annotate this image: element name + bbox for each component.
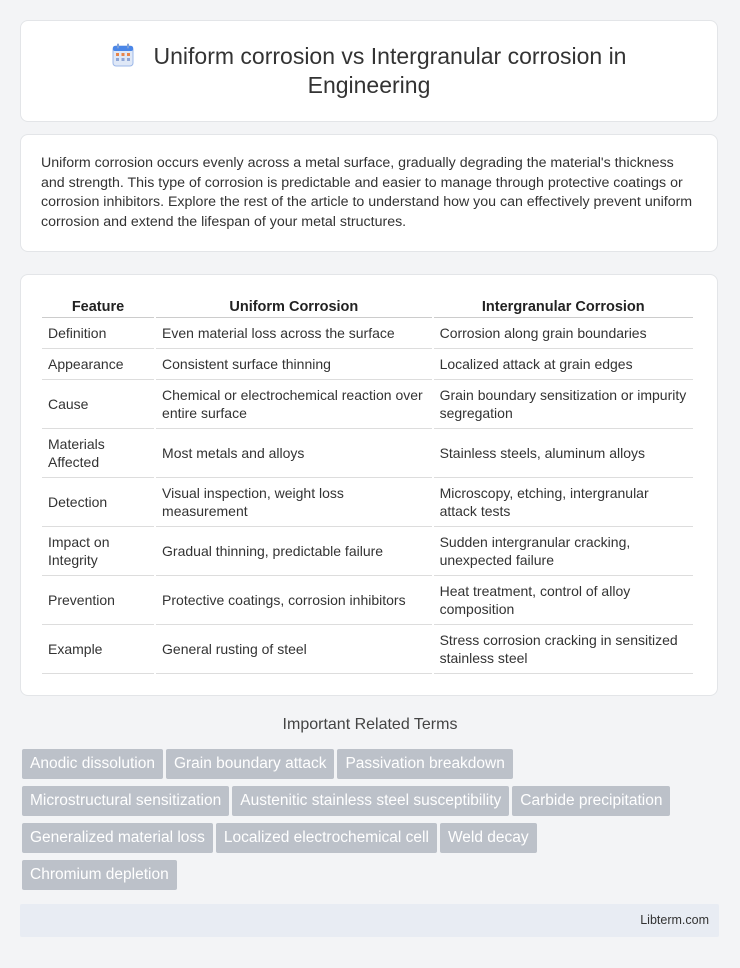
intro-card <box>20 134 718 252</box>
cell-intergranular: Localized attack at grain edges <box>434 349 693 380</box>
table-row <box>42 429 693 478</box>
cell-feature: Appearance <box>42 349 154 380</box>
cell-intergranular: Stress corrosion cracking in sensitized stainless steel <box>434 625 693 674</box>
term-tag[interactable]: Grain boundary attack <box>166 749 335 779</box>
term-tag[interactable]: Passivation breakdown <box>337 749 512 779</box>
term-tag[interactable]: Localized electrochemical cell <box>216 823 437 853</box>
cell-intergranular: Heat treatment, control of alloy composition <box>434 576 693 625</box>
cell-intergranular: Stainless steels, aluminum alloys <box>434 429 693 478</box>
table-row <box>42 380 693 429</box>
cell-feature: Definition <box>42 318 154 349</box>
cell-intergranular: Sudden intergranular cracking, unexpected failure <box>434 527 693 576</box>
related-terms-heading: Important Related Terms <box>282 716 458 733</box>
cell-intergranular: Grain boundary sensitization or impurity segregation <box>434 380 693 429</box>
term-tag[interactable]: Austenitic stainless steel susceptibility <box>232 786 509 816</box>
cell-intergranular: Microscopy, etching, intergranular attack tests <box>434 478 693 527</box>
cell-uniform: General rusting of steel <box>156 625 432 674</box>
cell-feature: Prevention <box>42 576 154 625</box>
cell-uniform: Even material loss across the surface <box>156 318 432 349</box>
table-row <box>42 349 693 380</box>
cell-uniform: Visual inspection, weight loss measurement <box>156 478 432 527</box>
table-row <box>42 576 693 625</box>
page-title-text: Uniform corrosion vs Intergranular corrosion in Engineering <box>153 43 627 98</box>
cell-uniform: Chemical or electrochemical reaction over entire surface <box>156 380 432 429</box>
cell-uniform: Gradual thinning, predictable failure <box>156 527 432 576</box>
cell-feature: Materials Affected <box>42 429 154 478</box>
cell-feature: Example <box>42 625 154 674</box>
table-row <box>42 625 693 674</box>
intro-paragraph: Uniform corrosion occurs evenly across a metal surface, gradually degrading the material's thickness and strength. This type of corrosion is predictable and easier to manage through protective coatings or corrosion inhibitors. Explore the rest of the article to understand how you can effectively prevent uniform corrosion and extend the lifespan of your metal structures. <box>41 155 693 230</box>
term-tag[interactable]: Chromium depletion <box>22 860 177 890</box>
cell-feature: Impact on Integrity <box>42 527 154 576</box>
term-tag[interactable]: Microstructural sensitization <box>22 786 229 816</box>
term-tag[interactable]: Carbide precipitation <box>512 786 670 816</box>
table-row <box>42 527 693 576</box>
column-header-intergranular: Intergranular Corrosion <box>434 295 693 318</box>
page-title <box>69 42 669 100</box>
cell-intergranular: Corrosion along grain boundaries <box>434 318 693 349</box>
cell-uniform: Most metals and alloys <box>156 429 432 478</box>
related-terms-list <box>22 749 722 897</box>
column-header-feature: Feature <box>42 295 154 318</box>
table-row <box>42 318 693 349</box>
table-row <box>42 478 693 527</box>
calendar-grid-icon <box>112 43 134 67</box>
cell-feature: Cause <box>42 380 154 429</box>
footer-site-link[interactable]: Libterm.com <box>640 913 709 927</box>
table-header-row <box>42 295 693 318</box>
cell-uniform: Protective coatings, corrosion inhibitors <box>156 576 432 625</box>
term-tag[interactable]: Anodic dissolution <box>22 749 163 779</box>
term-tag[interactable]: Generalized material loss <box>22 823 213 853</box>
term-tag[interactable]: Weld decay <box>440 823 537 853</box>
column-header-uniform: Uniform Corrosion <box>156 295 432 318</box>
header-card <box>20 20 718 122</box>
cell-uniform: Consistent surface thinning <box>156 349 432 380</box>
comparison-table <box>40 295 695 674</box>
cell-feature: Detection <box>42 478 154 527</box>
footer <box>20 904 719 937</box>
comparison-table-card <box>20 274 718 696</box>
